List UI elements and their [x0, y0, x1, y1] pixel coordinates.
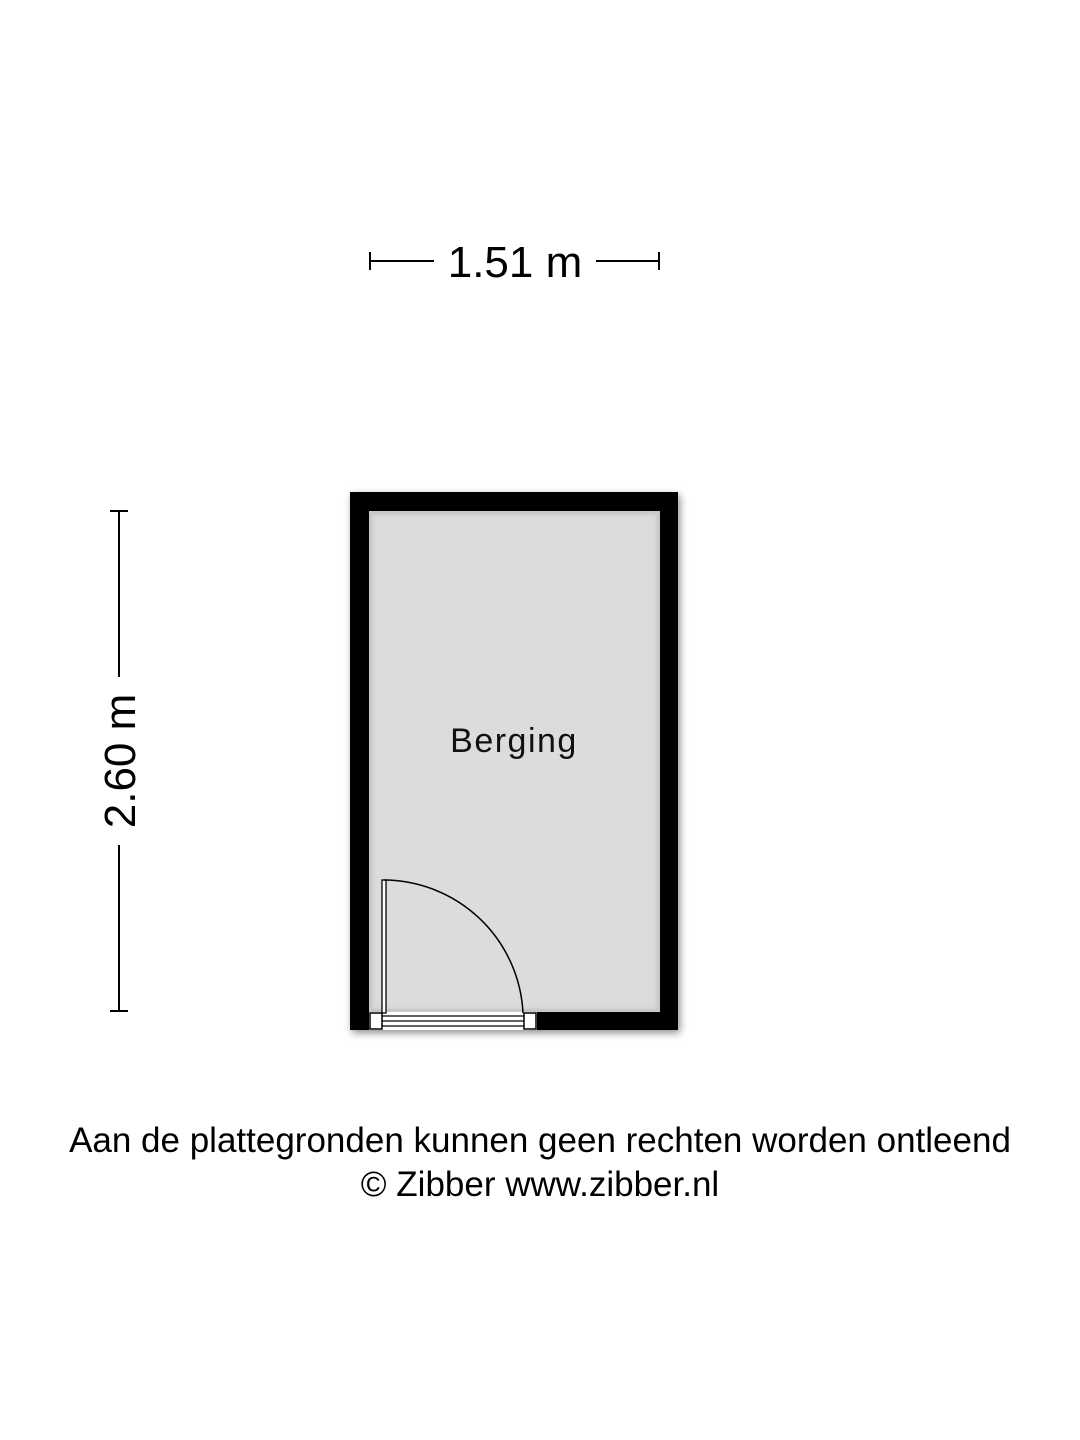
disclaimer-text: Aan de plattegronden kunnen geen rechten worden ontleend	[69, 1121, 1011, 1160]
door-leaf	[382, 880, 386, 1013]
door-jamb-left	[370, 1013, 382, 1029]
width-dimension-label: 1.51 m	[447, 238, 583, 287]
width-dimension	[370, 238, 659, 287]
room-label: Berging	[450, 722, 578, 760]
room-floor	[372, 514, 657, 1009]
height-dimension-label: 2.60 m	[96, 693, 145, 829]
height-dimension	[96, 511, 145, 1011]
door-jamb-right	[524, 1013, 536, 1029]
copyright-text: © Zibber www.zibber.nl	[360, 1165, 720, 1204]
room-berging	[350, 492, 678, 1030]
